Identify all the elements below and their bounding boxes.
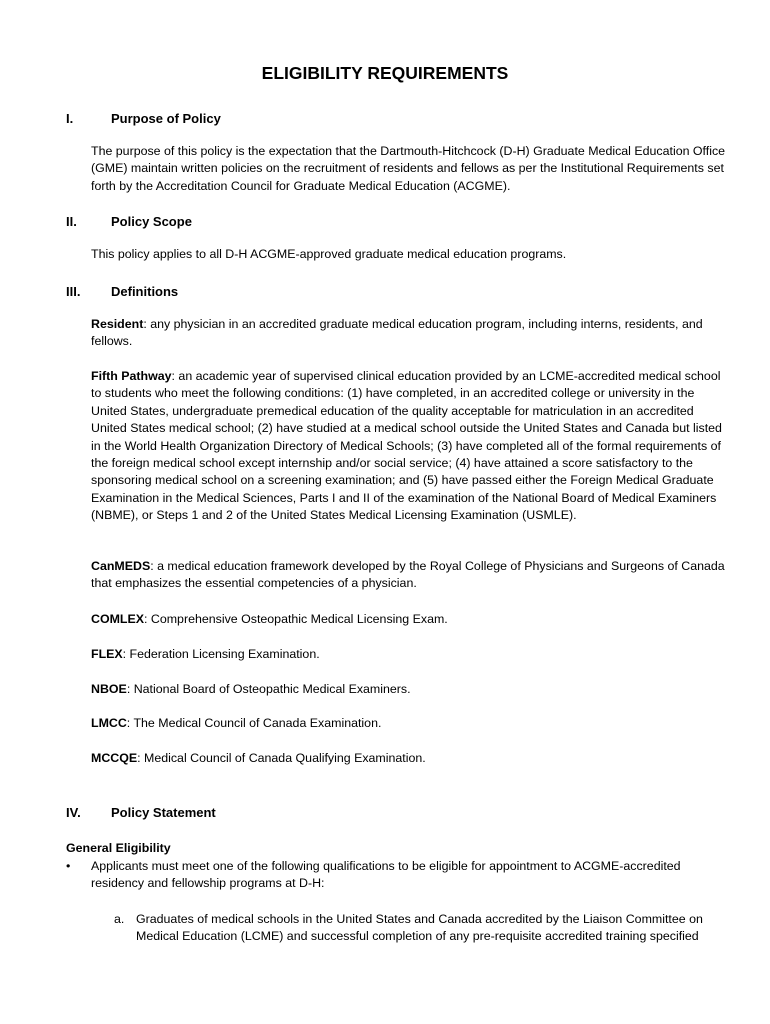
- definition-term: CanMEDS: [91, 559, 151, 573]
- definition-term: LMCC: [91, 716, 127, 730]
- document-title: ELIGIBILITY REQUIREMENTS: [261, 63, 509, 83]
- definition-text: : a medical education framework developed by the Royal College of Physicians and Surgeons of Canada that emphasizes the essential competencies of a physician.: [91, 559, 725, 591]
- section-title: Definitions: [111, 284, 179, 299]
- definition-nboe: [91, 681, 731, 698]
- definition-text: : National Board of Osteopathic Medical Examiners.: [126, 682, 411, 696]
- definition-term: Fifth Pathway: [91, 369, 172, 383]
- definition-term: Resident: [91, 317, 144, 331]
- definition-term: FLEX: [91, 647, 123, 661]
- general-eligibility-heading: General Eligibility: [66, 841, 171, 855]
- definition-canmeds: [91, 558, 731, 593]
- section-title: Purpose of Policy: [111, 111, 221, 126]
- definition-comlex: [91, 611, 731, 628]
- section-title: Policy Scope: [111, 214, 192, 229]
- definition-flex: [91, 646, 731, 663]
- definition-fifth-pathway: [91, 368, 731, 525]
- sub-item-text: Graduates of medical schools in the United States and Canada accredited by the Liaison Committee on Medical Education (LCME) and successful completion of any pre-requisite accredited training specified: [136, 912, 703, 944]
- definition-term: MCCQE: [91, 751, 138, 765]
- section-number: I.: [66, 111, 74, 126]
- definition-text: : an academic year of supervised clinical education provided by an LCME-accredited medical school to students who meet the following conditions: (1) have completed, in an accredited college or university in the United States, undergraduate premedical education of the quality acceptable for matriculation in an accredited United States medical school; (2) have studied at a medical school outside the United States and Canada but listed in the World Health Organization Directory of Medical Schools; (3) have completed all of the formal requirements of the foreign medical school except internship and/or social service; (4) have attained a score satisfactory to the sponsoring medical school on a screening examination; and (5) have passed either the Foreign Medical Graduate Examination in the Medical Sciences, Parts I and II of the examination of the National Board of Medical Examiners (NBME), or Steps 1 and 2 of the United States Medical Licensing Examination (USMLE).: [91, 369, 722, 523]
- definition-text: : Federation Licensing Examination.: [122, 647, 320, 661]
- section-heading-scope: [66, 213, 192, 230]
- section-heading-purpose: [66, 110, 221, 127]
- bullet-icon: •: [66, 859, 71, 873]
- definition-text: : any physician in an accredited graduate medical education program, including interns, residents, and fellows.: [91, 317, 703, 349]
- definition-lmcc: [91, 715, 731, 732]
- definition-text: : Medical Council of Canada Qualifying Examination.: [137, 751, 426, 765]
- section-heading-policy-statement: [66, 804, 216, 821]
- section-title: Policy Statement: [111, 805, 216, 820]
- section-heading-definitions: [66, 283, 178, 300]
- section-number: III.: [66, 284, 81, 299]
- definition-mccqe: [91, 750, 731, 767]
- section-number: IV.: [66, 805, 81, 820]
- sub-item-marker: a.: [114, 912, 125, 926]
- definition-text: : Comprehensive Osteopathic Medical Licensing Exam.: [144, 612, 448, 626]
- purpose-paragraph: The purpose of this policy is the expectation that the Dartmouth-Hitchcock (D-H) Graduate Medical Education Office (GME) maintain written policies on the recruitment of residents and fellows as per the Institutional Requirements set forth by the Accreditation Council for Graduate Medical Education (ACGME).: [91, 144, 726, 193]
- definition-text: : The Medical Council of Canada Examination.: [126, 716, 382, 730]
- bullet-text: Applicants must meet one of the following qualifications to be eligible for appointment to ACGME-accredited residency and fellowship programs at D-H:: [91, 859, 681, 891]
- section-number: II.: [66, 214, 77, 229]
- definition-term: NBOE: [91, 682, 127, 696]
- definition-term: COMLEX: [91, 612, 145, 626]
- scope-paragraph: This policy applies to all D-H ACGME-approved graduate medical education programs.: [91, 247, 567, 261]
- definition-resident: [91, 316, 731, 351]
